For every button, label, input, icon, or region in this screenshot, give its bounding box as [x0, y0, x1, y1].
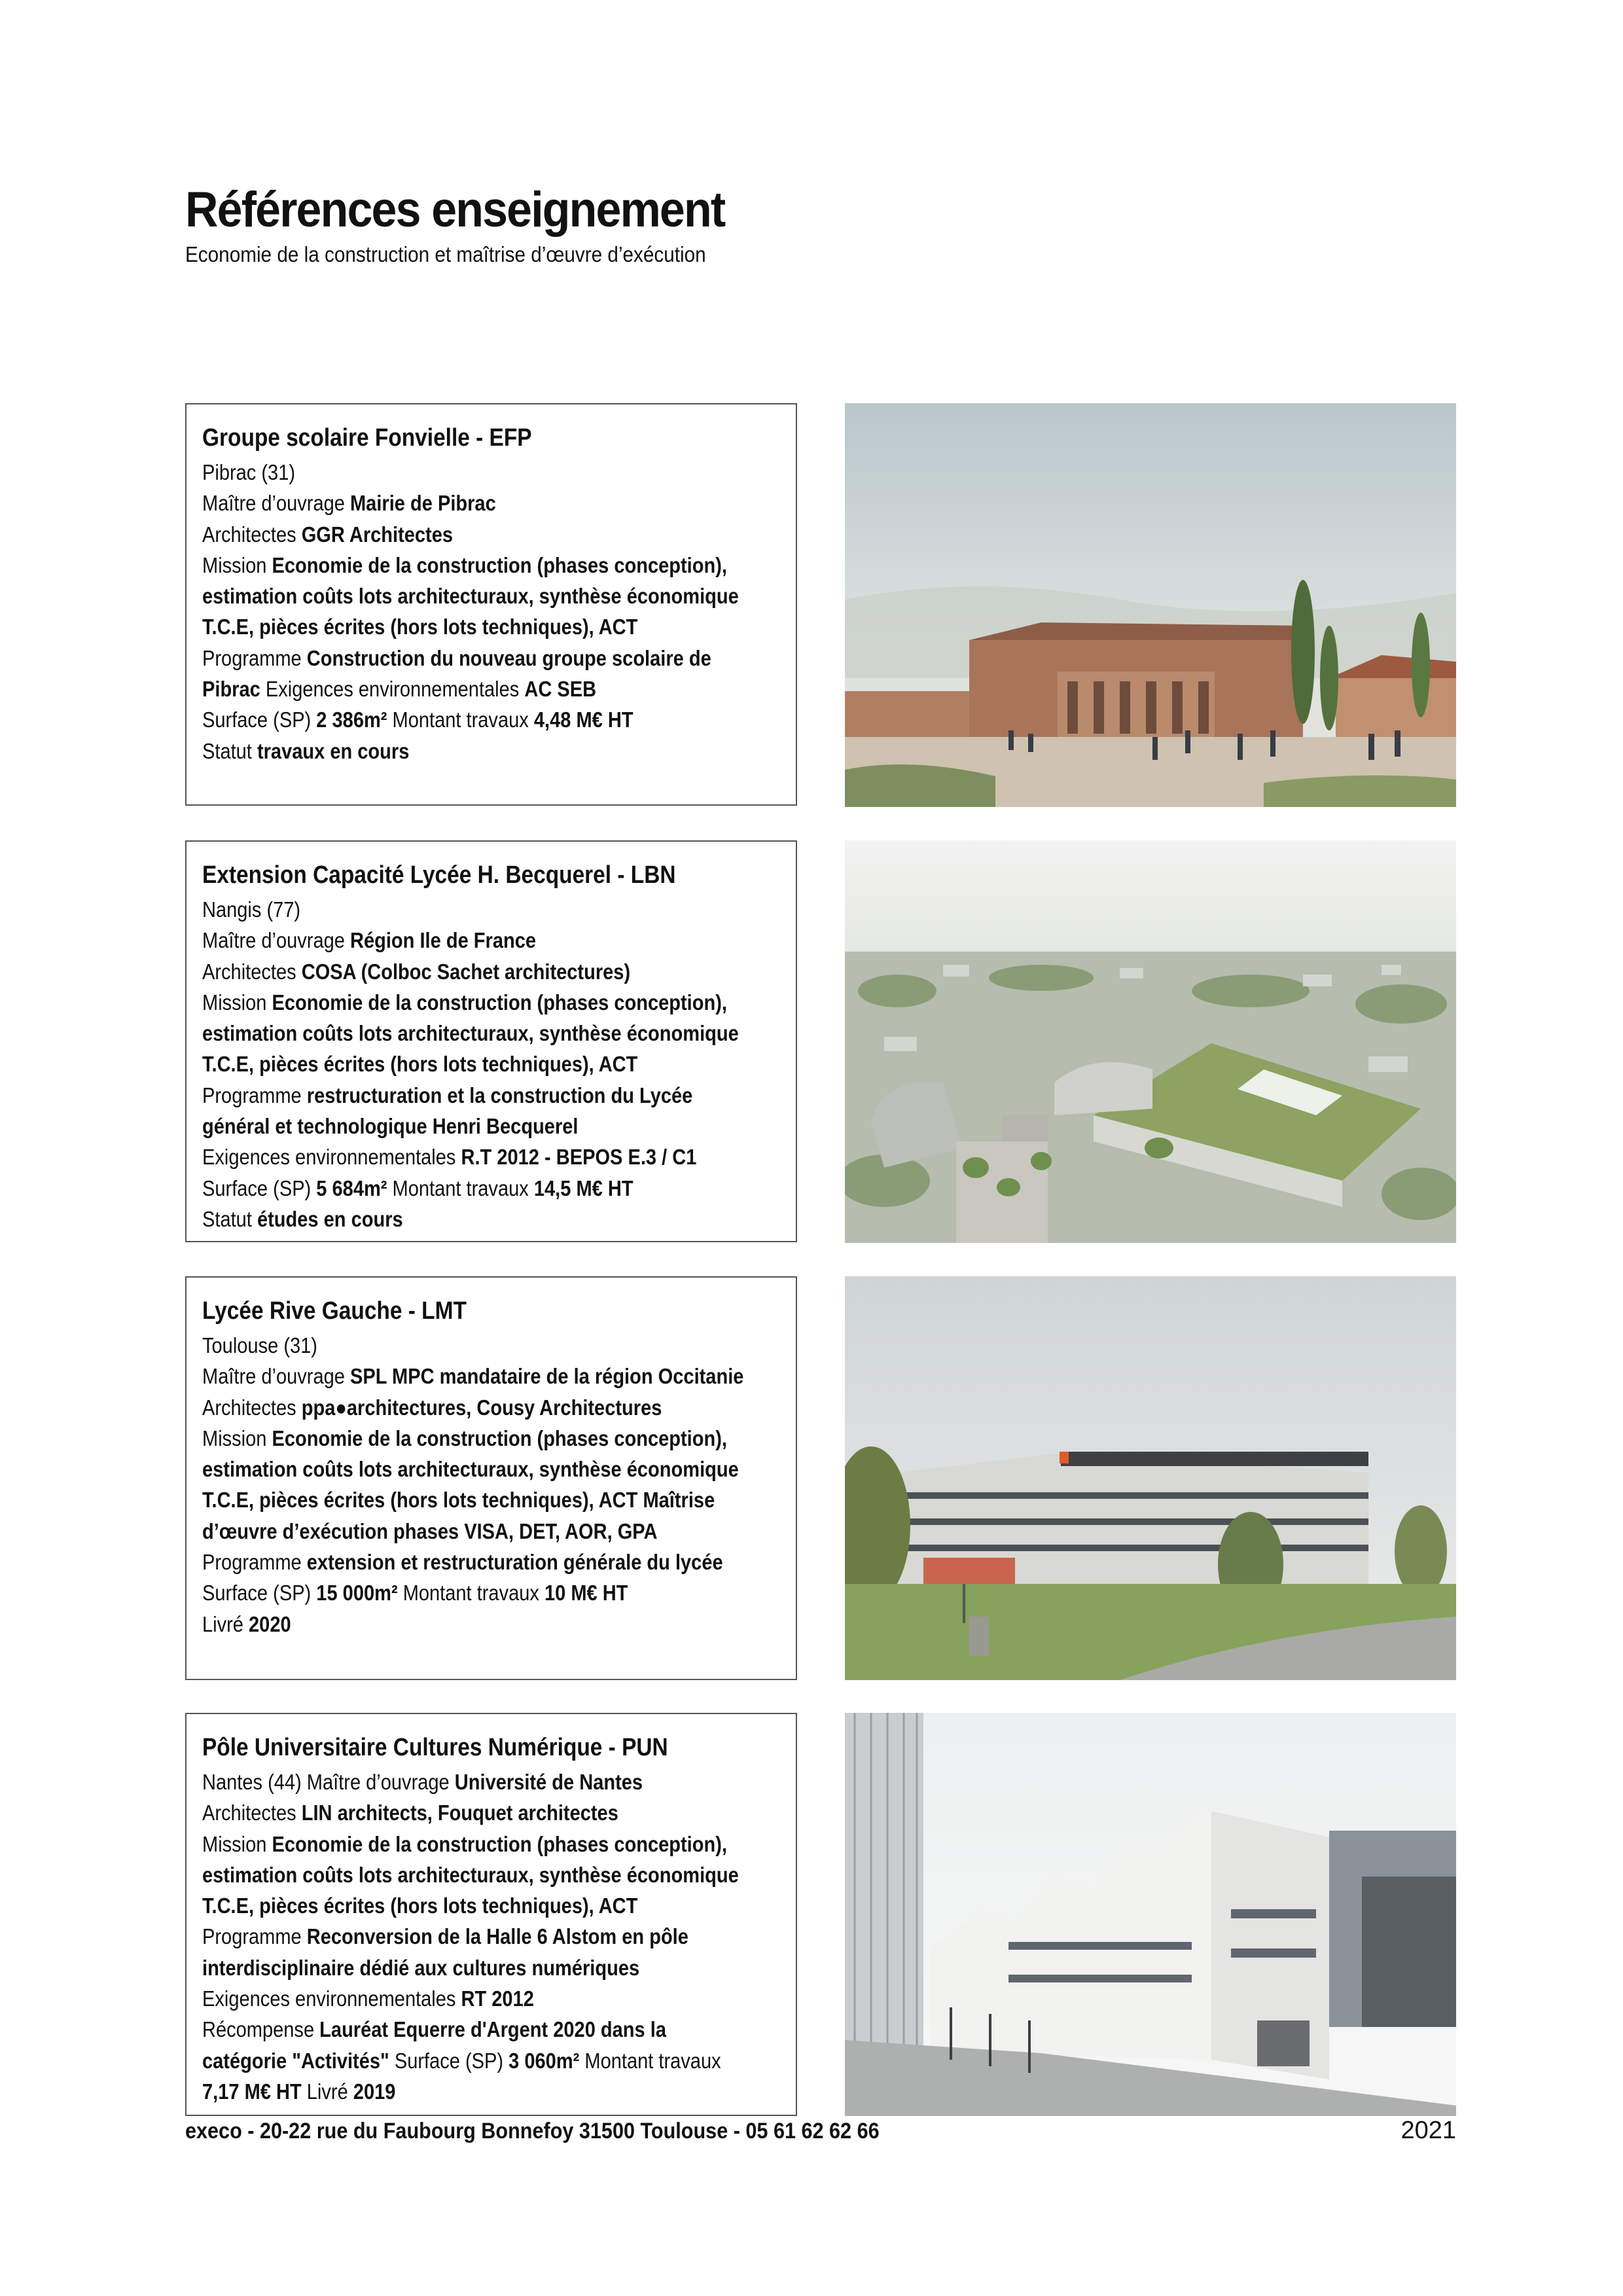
project-details [202, 1330, 790, 1640]
detail-value: T.C.E, pièces écrites (hors lots techniques), ACT [202, 1893, 638, 1918]
project-title: Extension Capacité Lycée H. Becquerel - LBN [202, 861, 676, 889]
project-details [202, 457, 790, 766]
detail-value: GGR Architectes [301, 522, 454, 547]
detail-value: Université de Nantes [454, 1770, 643, 1794]
detail-value: estimation coûts lots architecturaux, synthèse économique [202, 1021, 739, 1046]
detail-label: Nantes (44) Maître d’ouvrage [202, 1770, 455, 1794]
detail-value: Economie de la construction (phases conception), [272, 990, 727, 1014]
detail-line [202, 956, 790, 987]
detail-value: Pibrac [202, 677, 260, 702]
detail-line [202, 1141, 790, 1172]
detail-label: Surface (SP) [202, 708, 317, 732]
footer-address [185, 2119, 880, 2144]
detail-label: Maître d’ouvrage [202, 928, 350, 953]
project-card-pun [185, 1713, 797, 2116]
project-details [202, 894, 790, 1234]
detail-line [202, 1983, 790, 2014]
detail-line [202, 1204, 790, 1234]
detail-value: 2 386m² [316, 708, 387, 732]
detail-line [202, 1454, 790, 1484]
detail-line [202, 1952, 790, 1983]
detail-value: estimation coûts lots architecturaux, synthèse économique [202, 584, 739, 609]
detail-value: interdisciplinaire dédié aux cultures numériques [202, 1955, 640, 1980]
detail-label: Surface (SP) [389, 2048, 509, 2073]
page-subtitle: Economie de la construction et maîtrise d’œuvre d’exécution [185, 242, 706, 266]
detail-value: RT 2012 [461, 1986, 534, 2011]
project-title: Groupe scolaire Fonvielle - EFP [202, 424, 532, 452]
detail-line [202, 1797, 790, 1828]
detail-line [202, 736, 790, 766]
detail-line [202, 1577, 790, 1608]
detail-line [202, 1173, 790, 1204]
detail-label: Statut [202, 738, 257, 763]
detail-label: Programme [202, 1924, 307, 1949]
detail-value: extension et restructuration générale du lycée [306, 1550, 723, 1575]
detail-label: Architectes [202, 1395, 302, 1420]
detail-label: Mission [202, 1831, 272, 1856]
detail-value: Reconversion de la Halle 6 Alstom en pôle [306, 1924, 688, 1949]
detail-label: Maître d’ouvrage [202, 491, 350, 516]
detail-label: Programme [202, 645, 307, 670]
detail-value: T.C.E, pièces écrites (hors lots techniques), ACT [202, 1052, 638, 1077]
detail-line [202, 987, 790, 1018]
detail-value: estimation coûts lots architecturaux, synthèse économique [202, 1457, 739, 1482]
detail-label: Exigences environnementales [202, 1145, 461, 1170]
detail-value: COSA (Colboc Sachet architectures) [301, 959, 631, 984]
photo-pun [845, 1713, 1456, 2116]
detail-line [202, 894, 790, 925]
detail-label: Architectes [202, 959, 302, 984]
detail-line [202, 1423, 790, 1454]
detail-line [202, 925, 790, 956]
detail-label: Mission [202, 1426, 272, 1450]
detail-value: général et technologique Henri Becquerel [202, 1114, 579, 1139]
project-card-becquerel [185, 840, 797, 1242]
detail-line [202, 1829, 790, 1859]
photo-becquerel [845, 840, 1456, 1243]
project-details [202, 1767, 790, 2107]
detail-value: ppa●architectures, Cousy Architectures [301, 1395, 662, 1420]
detail-line [202, 1392, 790, 1423]
detail-line [202, 1767, 790, 1797]
detail-value: LIN architects, Fouquet architectes [301, 1801, 618, 1825]
detail-label: Mission [202, 990, 272, 1014]
detail-value: catégorie "Activités" [202, 2048, 389, 2073]
detail-line [202, 519, 790, 550]
detail-label: Architectes [202, 522, 302, 547]
project-card-fonvielle [185, 403, 797, 806]
detail-label: Surface (SP) [202, 1175, 317, 1200]
detail-label: Programme [202, 1083, 307, 1107]
detail-label: Montant travaux [397, 1581, 544, 1605]
detail-value: 2020 [249, 1611, 291, 1636]
detail-value: R.T 2012 - BEPOS E.3 / C1 [461, 1145, 697, 1170]
detail-line [202, 1890, 790, 1921]
detail-label: Exigences environnementales [202, 1986, 461, 2011]
detail-label: Récompense [202, 2017, 320, 2042]
detail-value: d’œuvre d’exécution phases VISA, DET, AOR, GPA [202, 1518, 658, 1543]
detail-value: restructuration et la construction du Lycée [306, 1083, 693, 1107]
detail-value: Economie de la construction (phases conception), [272, 1831, 727, 1856]
detail-value: 7,17 M€ HT [202, 2079, 302, 2104]
detail-line [202, 550, 790, 581]
detail-label: Programme [202, 1550, 307, 1575]
detail-line [202, 673, 790, 704]
detail-value: 5 684m² [316, 1175, 387, 1200]
detail-value: Economie de la construction (phases conception), [272, 1426, 727, 1450]
detail-label: Mission [202, 552, 272, 577]
detail-line [202, 457, 790, 488]
detail-line [202, 2076, 790, 2107]
detail-value: T.C.E, pièces écrites (hors lots techniques), ACT Maîtrise [202, 1488, 715, 1513]
detail-label: Surface (SP) [202, 1581, 317, 1605]
detail-value: 3 060m² [508, 2048, 580, 2073]
detail-line [202, 611, 790, 642]
detail-line [202, 2014, 790, 2045]
detail-value: SPL MPC mandataire de la région Occitanie [349, 1364, 744, 1389]
detail-value: Région Ile de France [349, 928, 537, 953]
photo-rive-gauche [845, 1276, 1456, 1680]
detail-line [202, 1018, 790, 1049]
detail-label: Montant travaux [387, 708, 534, 732]
photo-fonvielle [845, 403, 1456, 807]
detail-line [202, 1361, 790, 1391]
detail-value: études en cours [257, 1206, 403, 1231]
page-title: Références enseignement [185, 182, 725, 238]
detail-value: Construction du nouveau groupe scolaire de [306, 645, 711, 670]
detail-label: Nangis (77) [202, 897, 301, 922]
detail-value: Lauréat Equerre d'Argent 2020 dans la [319, 2017, 666, 2042]
detail-value: Mairie de Pibrac [349, 491, 496, 516]
detail-line [202, 1859, 790, 1890]
detail-value: T.C.E, pièces écrites (hors lots techniques), ACT [202, 615, 638, 639]
detail-label: Pibrac (31) [202, 460, 296, 484]
detail-line [202, 1609, 790, 1640]
detail-value: 4,48 M€ HT [533, 708, 633, 732]
detail-value: 15 000m² [316, 1581, 398, 1605]
project-title: Lycée Rive Gauche - LMT [202, 1297, 467, 1325]
project-card-rive-gauche [185, 1276, 797, 1680]
detail-line [202, 1330, 790, 1361]
detail-label: Statut [202, 1206, 257, 1231]
detail-label: Livré [202, 1611, 249, 1636]
project-title: Pôle Universitaire Cultures Numérique - PUN [202, 1734, 668, 1761]
detail-value: 10 M€ HT [544, 1581, 628, 1605]
detail-value: estimation coûts lots architecturaux, synthèse économique [202, 1862, 739, 1887]
detail-value: 2019 [353, 2079, 396, 2104]
detail-line [202, 1516, 790, 1547]
detail-value: 14,5 M€ HT [533, 1175, 633, 1200]
detail-label: Maître d’ouvrage [202, 1364, 350, 1389]
detail-value: AC SEB [524, 677, 597, 702]
detail-label: Montant travaux [579, 2048, 721, 2073]
detail-line [202, 581, 790, 611]
detail-line [202, 1484, 790, 1515]
detail-label: Architectes [202, 1801, 302, 1825]
detail-label: Exigences environnementales [260, 677, 525, 702]
detail-label: Toulouse (31) [202, 1333, 317, 1357]
detail-label: Livré [301, 2079, 353, 2104]
footer-year: 2021 [1400, 2117, 1456, 2144]
detail-value: Economie de la construction (phases conception), [272, 552, 727, 577]
detail-label: Montant travaux [387, 1175, 534, 1200]
detail-line [202, 704, 790, 735]
detail-line [202, 1111, 790, 1141]
detail-line [202, 1547, 790, 1577]
footer-contact: - 20-22 rue du Faubourg Bonnefoy 31500 Toulouse - 05 61 62 62 66 [241, 2119, 880, 2144]
detail-line [202, 1049, 790, 1079]
footer-brand: execo [185, 2119, 242, 2144]
detail-line [202, 2045, 790, 2076]
detail-line [202, 1921, 790, 1952]
detail-line [202, 488, 790, 518]
detail-value: travaux en cours [257, 738, 410, 763]
detail-line [202, 1080, 790, 1111]
detail-line [202, 643, 790, 673]
